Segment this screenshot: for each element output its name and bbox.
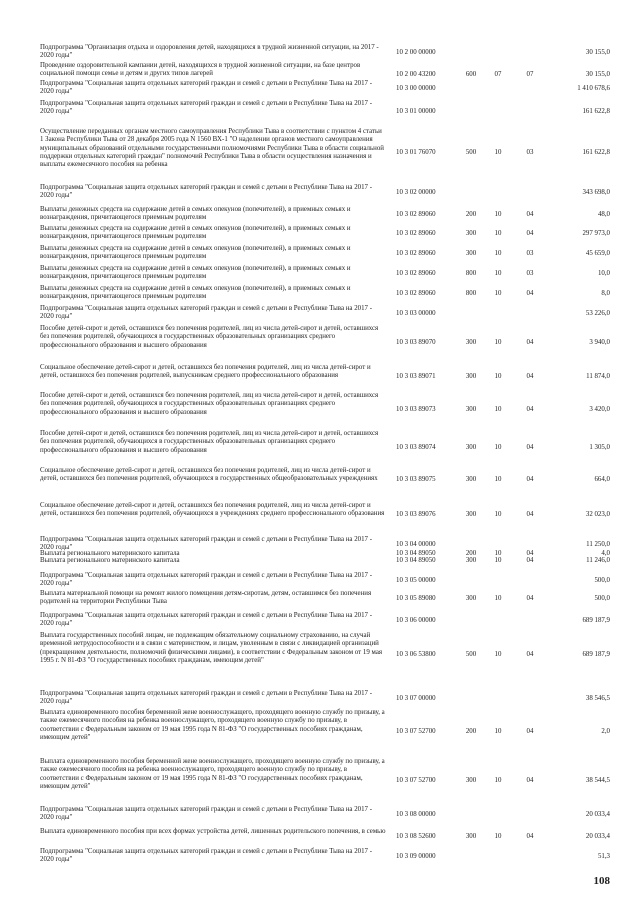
row-description: Осуществление переданных органам местного самоуправления Республики Тыва в соответствии с пунктом 4 статьи 1 Закона Республики Тыва от 28 декабря 2005 года N 1560 ВХ-1 "О наделении органов местного самоуправления муниципальных образований отдельными государственными полномочиями Республики Тыва в области социальной поддержки отдельных категорий граждан" полномочий Республики Тыва в области осуществления назначения и выплаты ежемесячного пособия на ребенка xyxy=(40,128,384,169)
expense-type-code: 300 xyxy=(465,777,477,784)
row-description: Выплата единовременного пособия при всех формах устройства детей, лишенных родительского попечения, в семью xyxy=(40,828,386,835)
row-description: Пособие детей-сирот и детей, оставшихся без попечения родителей, лиц из числа детей-сирот и детей, оставшихся без попечения родителей, обучающихся в государственных образовательных организациях среднего профессионального образования и высшего образования xyxy=(40,325,379,349)
target-article-code: 10 3 05 89080 xyxy=(396,595,436,602)
row-description: Выплата материальной помощи на ремонт жилого помещения детям-сиротам, детям, оставшимся без попечения родителей на территории Республики Тыва xyxy=(40,590,372,606)
expense-type-code: 300 xyxy=(465,476,477,483)
expense-type-code: 600 xyxy=(465,71,477,78)
target-article-code: 10 3 02 89060 xyxy=(396,270,436,277)
subsection-code: 04 xyxy=(526,728,534,735)
section-code: 10 xyxy=(494,511,502,518)
expense-type-code: 300 xyxy=(465,339,477,346)
target-article-code: 10 2 00 43200 xyxy=(396,71,436,78)
row-description: Подпрограмма "Социальная защита отдельных категорий граждан и семей с детьми в Республике Тыва на 2017 - 2020 годы" xyxy=(40,80,372,96)
row-description: Выплаты денежных средств на содержание детей в семьях опекунов (попечителей), в приемных семьях и вознаграждения, причитающегося приемным родителям xyxy=(40,285,351,301)
amount-value: 10,0 xyxy=(597,270,610,277)
amount-value: 11 250,0 xyxy=(586,541,610,548)
row-description: Подпрограмма "Социальная защита отдельных категорий граждан и семей с детьми в Республике Тыва на 2017 - 2020 годы" xyxy=(40,572,372,588)
section-code: 10 xyxy=(494,833,502,840)
target-article-code: 10 3 06 53800 xyxy=(396,651,436,658)
target-article-code: 10 3 01 00000 xyxy=(396,108,436,115)
row-description: Выплата государственных пособий лицам, не подлежащим обязательному социальному страхованию, на случай временной нетрудоспособности и в связи с материнством, и лицам, уволенным в связи с ликвидацией организаций (прекращением деятельности, полномочий физическими лицами), в соответствии с Федеральным законом от 19 мая 1995 г. N 81-ФЗ "О государственных пособиях гражданам, имеющим детей" xyxy=(40,632,383,664)
target-article-code: 10 3 03 89075 xyxy=(396,476,436,483)
amount-value: 11 246,0 xyxy=(586,557,610,564)
row-description: Выплаты денежных средств на содержание детей в семьях опекунов (попечителей), в приемных семьях и вознаграждения, причитающегося приемным родителям xyxy=(40,206,351,222)
amount-value: 500,0 xyxy=(594,595,610,602)
section-code: 10 xyxy=(494,651,502,658)
row-description: Выплаты денежных средств на содержание детей в семьях опекунов (попечителей), в приемных семьях и вознаграждения, причитающегося приемным родителям xyxy=(40,245,351,261)
subsection-code: 03 xyxy=(526,270,534,277)
section-code: 10 xyxy=(494,550,502,557)
row-description: Подпрограмма "Социальная защита отдельных категорий граждан и семей с детьми в Республике Тыва на 2017 - 2020 годы" xyxy=(40,536,372,552)
section-code: 10 xyxy=(494,290,502,297)
target-article-code: 10 3 03 89070 xyxy=(396,339,436,346)
subsection-code: 04 xyxy=(526,777,534,784)
row-description: Выплата регионального материнского капитала xyxy=(40,557,180,564)
amount-value: 20 033,4 xyxy=(585,811,610,818)
target-article-code: 10 3 02 89060 xyxy=(396,230,436,237)
expense-type-code: 300 xyxy=(465,406,477,413)
section-code: 10 xyxy=(494,595,502,602)
amount-value: 343 698,0 xyxy=(582,189,610,196)
target-article-code: 10 3 03 89071 xyxy=(396,373,436,380)
row-description: Подпрограмма "Социальная защита отдельных категорий граждан и семей с детьми в Республике Тыва на 2017 - 2020 годы" xyxy=(40,100,372,116)
section-code: 10 xyxy=(494,444,502,451)
subsection-code: 04 xyxy=(526,550,534,557)
target-article-code: 10 3 00 00000 xyxy=(396,85,436,92)
section-code: 10 xyxy=(494,373,502,380)
row-description: Подпрограмма "Социальная защита отдельных категорий граждан и семей с детьми в Республике Тыва на 2017 - 2020 годы" xyxy=(40,806,372,822)
target-article-code: 10 3 08 00000 xyxy=(396,811,436,818)
section-code: 10 xyxy=(494,270,502,277)
target-article-code: 10 3 03 00000 xyxy=(396,310,436,317)
row-description: Подпрограмма "Социальная защита отдельных категорий граждан и семей с детьми в Республике Тыва на 2017 - 2020 годы" xyxy=(40,848,372,864)
expense-type-code: 500 xyxy=(465,651,477,658)
target-article-code: 10 3 04 00000 xyxy=(396,541,436,548)
row-description: Выплаты денежных средств на содержание детей в семьях опекунов (попечителей), в приемных семьях и вознаграждения, причитающегося приемным родителям xyxy=(40,225,351,241)
target-article-code: 10 3 02 00000 xyxy=(396,189,436,196)
amount-value: 297 973,0 xyxy=(582,230,610,237)
subsection-code: 04 xyxy=(526,833,534,840)
section-code: 10 xyxy=(494,230,502,237)
amount-value: 20 033,4 xyxy=(585,833,610,840)
target-article-code: 10 3 03 89074 xyxy=(396,444,436,451)
amount-value: 500,0 xyxy=(594,577,610,584)
amount-value: 51,3 xyxy=(597,853,610,860)
expense-type-code: 200 xyxy=(465,728,477,735)
amount-value: 30 155,0 xyxy=(585,71,610,78)
subsection-code: 04 xyxy=(526,290,534,297)
subsection-code: 03 xyxy=(526,149,534,156)
amount-value: 38 546,5 xyxy=(585,695,610,702)
subsection-code: 04 xyxy=(526,476,534,483)
amount-value: 3 940,0 xyxy=(589,339,610,346)
subsection-code: 07 xyxy=(526,71,534,78)
row-description: Выплата единовременного пособия беременной жене военнослужащего, проходящего военную службу по призыву, а также ежемесячного пособия на ребенка военнослужащего, проходящего военную службу по призыву, в соответствии с Федеральным законом от 19 мая 1995 года N 81-ФЗ "О государственных пособиях гражданам, имеющим детей" xyxy=(40,758,385,790)
section-code: 10 xyxy=(494,476,502,483)
target-article-code: 10 3 02 89060 xyxy=(396,211,436,218)
amount-value: 32 023,0 xyxy=(585,511,610,518)
expense-type-code: 300 xyxy=(465,230,477,237)
page-number: 108 xyxy=(593,875,610,887)
section-code: 10 xyxy=(494,211,502,218)
target-article-code: 10 3 07 52700 xyxy=(396,777,436,784)
amount-value: 689 187,9 xyxy=(582,651,610,658)
expense-type-code: 300 xyxy=(465,833,477,840)
row-description: Подпрограмма "Социальная защита отдельных категорий граждан и семей с детьми в Республике Тыва на 2017 - 2020 годы" xyxy=(40,305,372,321)
row-description: Пособие детей-сирот и детей, оставшихся без попечения родителей, лиц из числа детей-сирот и детей, оставшихся без попечения родителей, обучающихся в государственных образовательных организациях среднего профессионального образования и высшего образования xyxy=(40,430,379,454)
amount-value: 48,0 xyxy=(597,211,610,218)
row-description: Пособие детей-сирот и детей, оставшихся без попечения родителей, лиц из числа детей-сирот и детей, оставшихся без попечения родителей, обучающихся в государственных образовательных организациях среднего профессионального образования и высшего образования xyxy=(40,392,379,416)
target-article-code: 10 3 08 52600 xyxy=(396,833,436,840)
row-description: Выплата регионального материнского капитала xyxy=(40,550,180,557)
target-article-code: 10 3 02 89060 xyxy=(396,290,436,297)
row-description: Подпрограмма "Социальная защита отдельных категорий граждан и семей с детьми в Республике Тыва на 2017 - 2020 годы" xyxy=(40,690,372,706)
section-code: 10 xyxy=(494,339,502,346)
expense-type-code: 800 xyxy=(465,270,477,277)
target-article-code: 10 3 02 89060 xyxy=(396,250,436,257)
target-article-code: 10 3 09 00000 xyxy=(396,853,436,860)
section-code: 10 xyxy=(494,149,502,156)
section-code: 10 xyxy=(494,728,502,735)
expense-type-code: 200 xyxy=(465,211,477,218)
row-description: Выплаты денежных средств на содержание детей в семьях опекунов (попечителей), в приемных семьях и вознаграждения, причитающегося приемным родителям xyxy=(40,265,351,281)
subsection-code: 04 xyxy=(526,595,534,602)
amount-value: 161 622,8 xyxy=(582,149,610,156)
subsection-code: 04 xyxy=(526,230,534,237)
target-article-code: 10 3 01 76070 xyxy=(396,149,436,156)
target-article-code: 10 3 06 00000 xyxy=(396,617,436,624)
expense-type-code: 300 xyxy=(465,511,477,518)
subsection-code: 04 xyxy=(526,651,534,658)
row-description: Социальное обеспечение детей-сирот и детей, оставшихся без попечения родителей, лиц из числа детей-сирот и детей, оставшихся без попечения родителей, обучающихся в государственных общеобразовательных учреждениях xyxy=(40,467,378,483)
section-code: 10 xyxy=(494,777,502,784)
target-article-code: 10 3 03 89073 xyxy=(396,406,436,413)
subsection-code: 04 xyxy=(526,557,534,564)
subsection-code: 04 xyxy=(526,211,534,218)
subsection-code: 04 xyxy=(526,511,534,518)
row-description: Подпрограмма "Социальная защита отдельных категорий граждан и семей с детьми в Республике Тыва на 2017 - 2020 годы" xyxy=(40,184,372,200)
expense-type-code: 300 xyxy=(465,595,477,602)
amount-value: 689 187,9 xyxy=(582,617,610,624)
amount-value: 2,0 xyxy=(601,728,610,735)
target-article-code: 10 3 04 89050 xyxy=(396,557,436,564)
row-description: Подпрограмма "Социальная защита отдельных категорий граждан и семей с детьми в Республике Тыва на 2017 - 2020 годы" xyxy=(40,612,372,628)
amount-value: 3 420,0 xyxy=(589,406,610,413)
expense-type-code: 200 xyxy=(465,550,477,557)
amount-value: 1 410 678,6 xyxy=(577,85,610,92)
expense-type-code: 500 xyxy=(465,149,477,156)
subsection-code: 04 xyxy=(526,339,534,346)
target-article-code: 10 2 00 00000 xyxy=(396,49,436,56)
amount-value: 38 544,5 xyxy=(585,777,610,784)
amount-value: 4,0 xyxy=(601,550,610,557)
row-description: Подпрограмма "Организация отдыха и оздоровления детей, находящихся в трудной жизненной ситуации, на 2017 - 2020 годы" xyxy=(40,44,379,60)
subsection-code: 04 xyxy=(526,444,534,451)
target-article-code: 10 3 04 89050 xyxy=(396,550,436,557)
section-code: 10 xyxy=(494,557,502,564)
target-article-code: 10 3 05 00000 xyxy=(396,577,436,584)
subsection-code: 03 xyxy=(526,250,534,257)
amount-value: 53 226,0 xyxy=(585,310,610,317)
expense-type-code: 300 xyxy=(465,250,477,257)
amount-value: 664,0 xyxy=(594,476,610,483)
expense-type-code: 300 xyxy=(465,373,477,380)
target-article-code: 10 3 07 52700 xyxy=(396,728,436,735)
expense-type-code: 800 xyxy=(465,290,477,297)
expense-type-code: 300 xyxy=(465,557,477,564)
row-description: Выплата единовременного пособия беременной жене военнослужащего, проходящего военную службу по призыву, а также ежемесячного пособия на ребенка военнослужащего, проходящего военную службу по призыву, в соответствии с Федеральным законом от 19 мая 1995 года N 81-ФЗ "О государственных пособиях гражданам, имеющим детей" xyxy=(40,709,385,741)
amount-value: 30 155,0 xyxy=(585,49,610,56)
row-description: Социальное обеспечение детей-сирот и детей, оставшихся без попечения родителей, лиц из числа детей-сирот и детей, оставшихся без попечения родителей, выпускникам среднего профессионального образования xyxy=(40,364,371,380)
subsection-code: 04 xyxy=(526,373,534,380)
expense-type-code: 300 xyxy=(465,444,477,451)
subsection-code: 04 xyxy=(526,406,534,413)
target-article-code: 10 3 07 00000 xyxy=(396,695,436,702)
row-description: Проведение оздоровительной кампании детей, находящихся в трудной жизненной ситуации, на базе центров социальной помощи семье и детям и других типов лагерей xyxy=(40,62,361,78)
amount-value: 45 659,0 xyxy=(585,250,610,257)
row-description: Социальное обеспечение детей-сирот и детей, оставшихся без попечения родителей, лиц из числа детей-сирот и детей, оставшихся без попечения родителей, обучающихся в учреждениях среднего профессионального образования xyxy=(40,502,385,518)
amount-value: 8,0 xyxy=(601,290,610,297)
amount-value: 1 305,0 xyxy=(589,444,610,451)
section-code: 07 xyxy=(494,71,502,78)
section-code: 10 xyxy=(494,406,502,413)
section-code: 10 xyxy=(494,250,502,257)
target-article-code: 10 3 03 89076 xyxy=(396,511,436,518)
amount-value: 161 622,8 xyxy=(582,108,610,115)
amount-value: 11 874,0 xyxy=(586,373,610,380)
